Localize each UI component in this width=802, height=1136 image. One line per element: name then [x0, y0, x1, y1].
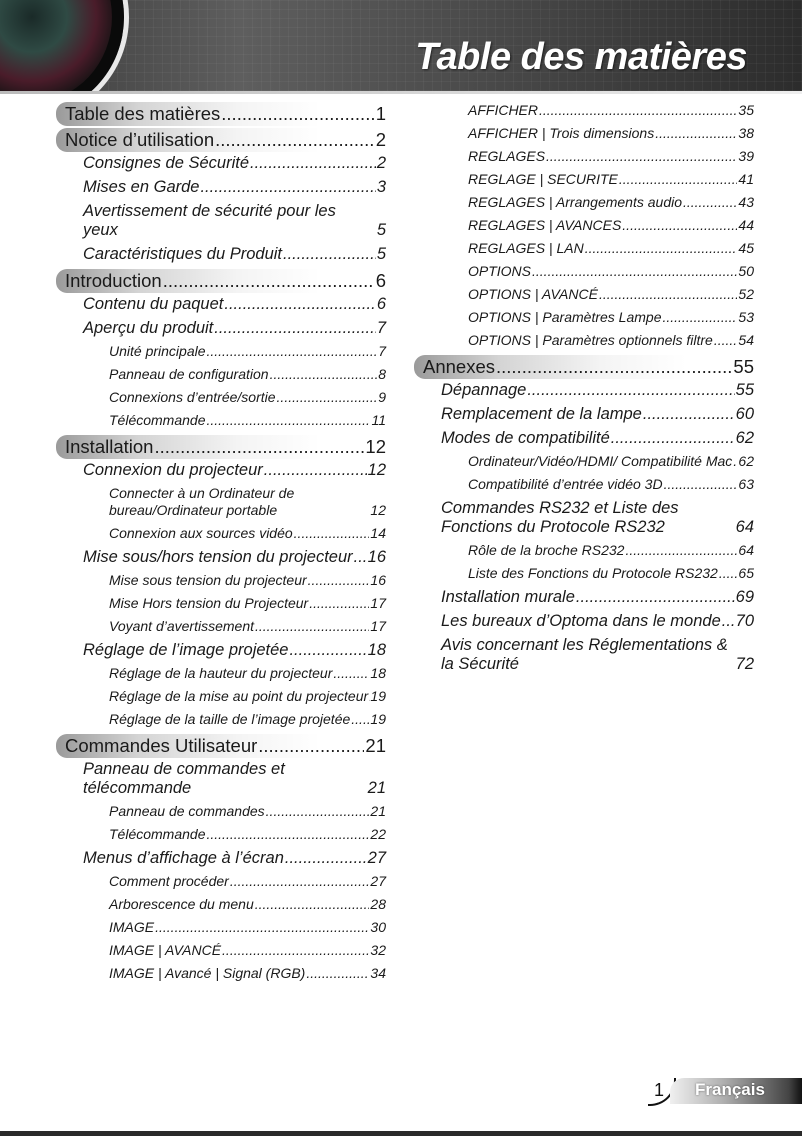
toc-entry-title: Dépannage — [441, 381, 527, 399]
toc-entry-title: Avis concernant les Réglementations & la Sécurité — [441, 636, 728, 673]
toc-entry-title: Liste des Fonctions du Protocole RS232 — [468, 565, 718, 581]
dot-leader — [221, 103, 374, 125]
dot-leader — [496, 356, 732, 378]
toc-entry-page: 64 — [735, 518, 754, 536]
toc-entry-level-2[interactable] — [56, 548, 386, 567]
dot-leader — [714, 332, 738, 349]
toc-entry-title: IMAGE | AVANCÉ — [109, 942, 222, 958]
toc-entry-title: OPTIONS | AVANCÉ — [468, 286, 598, 302]
banner-divider — [0, 91, 802, 94]
toc-entry-level-1[interactable] — [414, 355, 754, 379]
toc-entry-level-3[interactable] — [56, 595, 386, 612]
toc-entry-title: Ordinateur/Vidéo/HDMI/ Compatibilité Mac — [468, 453, 733, 469]
toc-entry-page: 55 — [735, 381, 754, 399]
toc-entry-page: 3 — [376, 178, 386, 196]
toc-entry-level-3[interactable] — [56, 412, 386, 429]
dot-leader — [214, 319, 376, 338]
toc-entry-page: 6 — [376, 295, 386, 313]
toc-entry-level-3[interactable] — [414, 194, 754, 211]
toc-entry-page: 34 — [370, 965, 386, 981]
dot-leader — [683, 194, 737, 211]
dot-leader — [163, 270, 375, 292]
toc-entry-title: Caractéristiques du Produit — [83, 245, 283, 263]
toc-entry-level-3[interactable] — [414, 542, 754, 559]
page-number: 1 — [654, 1080, 665, 1100]
toc-entry-title: Télécommande — [109, 412, 206, 428]
toc-entry-page: 12 — [365, 436, 386, 457]
toc-entry-level-3[interactable] — [414, 148, 754, 165]
toc-entry-level-2[interactable] — [56, 641, 386, 660]
toc-column-right — [414, 102, 754, 679]
toc-entry-page: 72 — [735, 655, 754, 673]
toc-entry-level-3[interactable] — [56, 343, 386, 360]
toc-entry-page: 41 — [738, 171, 754, 187]
toc-entry-level-1[interactable] — [56, 128, 386, 152]
dot-leader — [255, 618, 369, 635]
toc-entry-title: Réglage de la hauteur du projecteur — [109, 665, 333, 681]
dot-leader — [664, 476, 738, 493]
dot-leader — [230, 873, 370, 890]
toc-entry-title: Contenu du paquet — [83, 295, 224, 313]
toc-entry-level-2[interactable] — [414, 612, 754, 631]
toc-entry-page: 62 — [735, 429, 754, 447]
toc-entry-page: 19 — [370, 688, 386, 704]
toc-entry-title: Installation murale — [441, 588, 575, 606]
toc-entry-level-2[interactable] — [56, 245, 386, 264]
toc-entry-title: Commandes RS232 et Liste des Fonctions du Protocole RS232 — [441, 499, 679, 536]
toc-entry-level-3[interactable] — [56, 965, 386, 982]
page-title: Table des matières — [415, 36, 747, 78]
toc-entry-level-3[interactable] — [56, 711, 386, 728]
dot-leader — [354, 548, 367, 567]
toc-entry-level-3[interactable] — [414, 476, 754, 493]
toc-entry-level-3[interactable] — [414, 263, 754, 280]
toc-entry-title: Panneau de commandes et télécommande — [83, 760, 285, 797]
toc-entry-page: 63 — [738, 476, 754, 492]
toc-entry-title: Mises en Garde — [83, 178, 200, 196]
dot-leader — [207, 343, 378, 360]
dot-leader — [625, 542, 737, 559]
toc-entry-title: REGLAGES | AVANCES — [468, 217, 622, 233]
toc-entry-level-2[interactable] — [56, 319, 386, 338]
toc-entry-page: 5 — [376, 221, 386, 239]
toc-entry-title: Voyant d’avertissement — [109, 618, 254, 634]
toc-entry-title: Table des matières — [65, 103, 221, 124]
dot-leader — [532, 263, 737, 280]
dot-leader — [207, 412, 371, 429]
toc-entry-level-2[interactable] — [56, 849, 386, 868]
toc-entry-level-3[interactable] — [414, 309, 754, 326]
toc-entry-title: Réglage de l’image projetée — [83, 641, 289, 659]
toc-entry-page: 21 — [367, 779, 386, 797]
toc-entry-title: Annexes — [423, 356, 495, 377]
dot-leader — [266, 803, 370, 820]
toc-entry-title: Commandes Utilisateur — [65, 735, 258, 756]
toc-entry-page: 18 — [370, 665, 386, 681]
dot-leader — [155, 919, 369, 936]
toc-entry-title: REGLAGES — [468, 148, 546, 164]
toc-entry-page: 60 — [735, 405, 754, 423]
toc-entry-title: Compatibilité d’entrée vidéo 3D — [468, 476, 663, 492]
toc-entry-title: Mise sous/hors tension du projecteur — [83, 548, 353, 566]
toc-entry-title: Panneau de configuration — [109, 366, 269, 382]
toc-entry-level-3[interactable] — [56, 389, 386, 406]
dot-leader — [306, 965, 369, 982]
toc-entry-page: 70 — [735, 612, 754, 630]
toc-entry-title: Rôle de la broche RS232 — [468, 542, 625, 558]
toc-entry-title: Installation — [65, 436, 154, 457]
toc-entry-page: 35 — [738, 102, 754, 118]
dot-leader — [655, 125, 737, 142]
toc-entry-title: Aperçu du produit — [83, 319, 214, 337]
dot-leader — [333, 665, 369, 682]
toc-entry-page: 17 — [370, 595, 386, 611]
toc-entry-title: OPTIONS — [468, 263, 532, 279]
toc-entry-level-3[interactable] — [56, 803, 386, 820]
dot-leader — [309, 595, 369, 612]
toc-entry-page: 30 — [370, 919, 386, 935]
toc-entry-page: 50 — [738, 263, 754, 279]
toc-entry-level-2[interactable] — [56, 295, 386, 314]
toc-entry-level-3[interactable] — [414, 453, 754, 470]
dot-leader — [599, 286, 737, 303]
toc-entry-page: 2 — [375, 129, 386, 150]
footer-rule — [0, 1131, 802, 1136]
toc-entry-page: 32 — [370, 942, 386, 958]
toc-entry-page: 53 — [738, 309, 754, 325]
toc-entry-title: Mise sous tension du projecteur — [109, 572, 307, 588]
toc-entry-page: 28 — [370, 896, 386, 912]
toc-entry-level-2[interactable] — [56, 178, 386, 197]
toc-entry-title: AFFICHER | Trois dimensions — [468, 125, 655, 141]
toc-entry-level-2[interactable] — [414, 405, 754, 424]
toc-entry-level-1[interactable] — [56, 269, 386, 293]
toc-entry-title: Comment procéder — [109, 873, 229, 889]
dot-leader — [224, 295, 375, 314]
toc-entry-level-2[interactable] — [414, 429, 754, 448]
toc-entry-page: 52 — [738, 286, 754, 302]
toc-entry-page: 12 — [367, 461, 386, 479]
toc-entry-page: 9 — [378, 389, 386, 405]
toc-entry-page: 22 — [370, 826, 386, 842]
projector-lens-graphic — [0, 0, 124, 91]
toc-entry-level-2[interactable] — [414, 381, 754, 400]
toc-entry-title: Mise Hors tension du Projecteur — [109, 595, 309, 611]
toc-entry-level-3[interactable] — [414, 565, 754, 582]
dot-leader — [222, 942, 369, 959]
dot-leader — [622, 217, 737, 234]
dot-leader — [289, 641, 366, 660]
toc-entry-level-1[interactable] — [56, 102, 386, 126]
toc-entry-page: 16 — [367, 548, 386, 566]
toc-column-left — [56, 102, 386, 988]
toc-entry-page: 54 — [738, 332, 754, 348]
toc-entry-level-3[interactable] — [414, 171, 754, 188]
toc-entry-title: Consignes de Sécurité — [83, 154, 250, 172]
toc-entry-page: 1 — [375, 103, 386, 124]
toc-entry-page: 55 — [733, 356, 754, 377]
dot-leader — [539, 102, 737, 119]
dot-leader — [294, 525, 370, 542]
toc-entry-title: Unité principale — [109, 343, 206, 359]
toc-entry-page: 2 — [376, 154, 386, 172]
toc-entry-page: 38 — [738, 125, 754, 141]
dot-leader — [546, 148, 737, 165]
toc-entry-title: REGLAGES | LAN — [468, 240, 584, 256]
dot-leader — [733, 453, 737, 470]
toc-entry-level-1[interactable] — [56, 435, 386, 459]
toc-entry-title: Réglage de la mise au point du projecteur — [109, 688, 369, 704]
toc-entry-page: 64 — [738, 542, 754, 558]
toc-entry-title: Arborescence du menu — [109, 896, 254, 912]
toc-entry-title: AFFICHER — [468, 102, 538, 118]
toc-entry-level-3[interactable] — [56, 942, 386, 959]
toc-entry-level-2[interactable] — [56, 461, 386, 480]
toc-entry-title: IMAGE | Avancé | Signal (RGB) — [109, 965, 306, 981]
toc-entry-page: 27 — [367, 849, 386, 867]
toc-entry-level-2[interactable] — [56, 760, 386, 798]
toc-entry-title: OPTIONS | Paramètres Lampe — [468, 309, 662, 325]
toc-entry-level-3[interactable] — [56, 826, 386, 843]
toc-entry-page: 11 — [371, 412, 386, 428]
toc-entry-level-3[interactable] — [414, 125, 754, 142]
dot-leader — [270, 366, 378, 383]
toc-entry-level-2[interactable] — [56, 202, 386, 240]
toc-entry-title: OPTIONS | Paramètres optionnels filtre — [468, 332, 713, 348]
toc-entry-page: 27 — [370, 873, 386, 889]
toc-entry-page: 39 — [738, 148, 754, 164]
toc-entry-page: 44 — [738, 217, 754, 233]
dot-leader — [576, 588, 735, 607]
toc-entry-page: 65 — [738, 565, 754, 581]
dot-leader — [308, 572, 370, 589]
toc-entry-level-3[interactable] — [56, 919, 386, 936]
toc-entry-title: Introduction — [65, 270, 162, 291]
toc-entry-level-3[interactable] — [56, 688, 386, 705]
toc-entry-level-3[interactable] — [56, 665, 386, 682]
toc-entry-level-3[interactable] — [56, 366, 386, 383]
toc-entry-level-2[interactable] — [56, 154, 386, 173]
language-label: Français — [695, 1080, 765, 1099]
dot-leader — [258, 735, 364, 757]
toc-entry-page: 5 — [376, 245, 386, 263]
header-banner — [0, 0, 802, 91]
dot-leader — [285, 849, 367, 868]
toc-entry-page: 16 — [370, 572, 386, 588]
toc-entry-page: 7 — [376, 319, 386, 337]
dot-leader — [283, 245, 376, 264]
toc-entry-page: 19 — [370, 711, 386, 727]
toc-entry-page: 7 — [378, 343, 386, 359]
dot-leader — [611, 429, 735, 448]
toc-entry-title: Connexion aux sources vidéo — [109, 525, 293, 541]
toc-entry-level-3[interactable] — [414, 332, 754, 349]
dot-leader — [643, 405, 735, 424]
toc-entry-page: 12 — [370, 502, 386, 518]
toc-entry-page: 69 — [735, 588, 754, 606]
toc-entry-title: Menus d’affichage à l’écran — [83, 849, 284, 867]
toc-entry-page: 8 — [378, 366, 386, 382]
dot-leader — [351, 711, 369, 728]
toc-entry-title: Notice d’utilisation — [65, 129, 215, 150]
toc-entry-level-3[interactable] — [56, 873, 386, 890]
toc-entry-title: Connecter à un Ordinateur de bureau/Ordinateur portable — [109, 485, 295, 518]
toc-entry-title: REGLAGE | SECURITE — [468, 171, 618, 187]
toc-entry-title: Connexion du projecteur — [83, 461, 263, 479]
dot-leader — [277, 389, 378, 406]
dot-leader — [722, 612, 735, 631]
dot-leader — [619, 171, 738, 188]
toc-entry-level-2[interactable] — [414, 499, 754, 537]
dot-leader — [527, 381, 734, 400]
dot-leader — [585, 240, 738, 257]
dot-leader — [207, 826, 370, 843]
toc-entry-level-3[interactable] — [56, 525, 386, 542]
dot-leader — [250, 154, 376, 173]
toc-entry-level-3[interactable] — [414, 240, 754, 257]
dot-leader — [662, 309, 737, 326]
toc-entry-page: 6 — [375, 270, 386, 291]
dot-leader — [154, 436, 364, 458]
toc-entry-page: 14 — [370, 525, 386, 541]
toc-entry-title: IMAGE — [109, 919, 155, 935]
toc-entry-level-3[interactable] — [56, 485, 386, 519]
toc-entry-level-3[interactable] — [56, 618, 386, 635]
toc-entry-title: Remplacement de la lampe — [441, 405, 642, 423]
dot-leader — [200, 178, 375, 197]
toc-entry-page: 18 — [367, 641, 386, 659]
toc-entry-page: 21 — [370, 803, 386, 819]
toc-entry-level-3[interactable] — [414, 217, 754, 234]
toc-entry-page: 45 — [738, 240, 754, 256]
toc-entry-title: Panneau de commandes — [109, 803, 265, 819]
toc-entry-level-3[interactable] — [414, 286, 754, 303]
toc-entry-page: 21 — [365, 735, 386, 756]
dot-leader — [264, 461, 367, 480]
toc-entry-title: Avertissement de sécurité pour les yeux — [83, 202, 336, 239]
toc-entry-page: 62 — [738, 453, 754, 469]
toc-entry-title: Réglage de la taille de l’image projetée — [109, 711, 351, 727]
toc-entry-title: REGLAGES | Arrangements audio — [468, 194, 682, 210]
toc-entry-page: 43 — [738, 194, 754, 210]
toc-entry-level-1[interactable] — [56, 734, 386, 758]
dot-leader — [719, 565, 738, 582]
toc-entry-level-2[interactable] — [414, 636, 754, 674]
toc-entry-level-3[interactable] — [56, 896, 386, 913]
toc-entry-level-3[interactable] — [56, 572, 386, 589]
toc-entry-title: Connexions d’entrée/sortie — [109, 389, 276, 405]
dot-leader — [215, 129, 375, 151]
toc-entry-level-3[interactable] — [414, 102, 754, 119]
toc-entry-title: Modes de compatibilité — [441, 429, 610, 447]
toc-entry-page: 17 — [370, 618, 386, 634]
dot-leader — [255, 896, 370, 913]
toc-entry-title: Télécommande — [109, 826, 206, 842]
toc-entry-title: Les bureaux d’Optoma dans le monde — [441, 612, 721, 630]
toc-entry-level-2[interactable] — [414, 588, 754, 607]
